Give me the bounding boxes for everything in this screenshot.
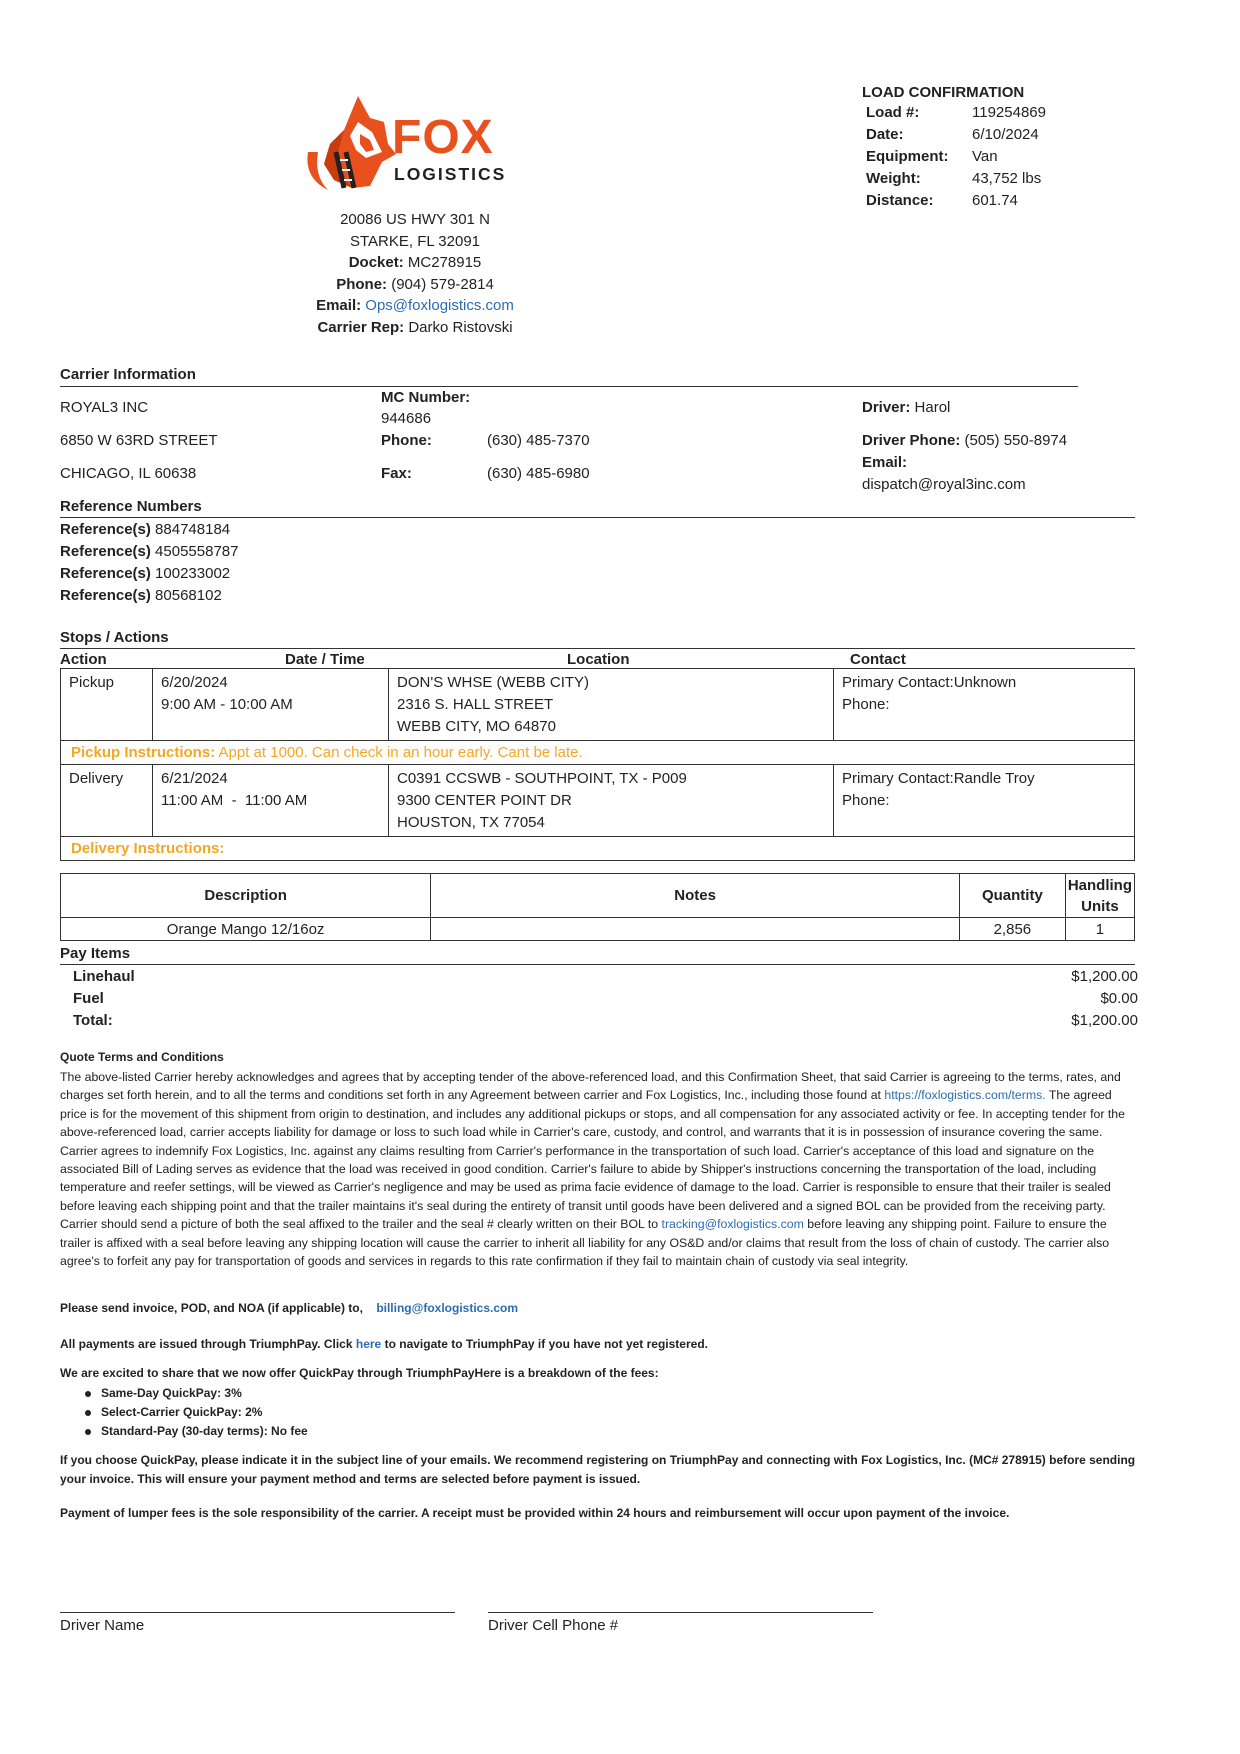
quickpay-bullet: Standard-Pay (30-day terms): No fee (85, 1422, 308, 1441)
stop-row-pickup (61, 669, 1135, 741)
stops-header-datetime: Date / Time (285, 651, 365, 668)
quickpay-note: If you choose QuickPay, please indicate it in the subject line of your emails. We recommend registering on TriumphPay and connecting with Fox Logistics, Inc. (MC# 278915) before sending your invoice. This will ensure your payment method and terms are selected before payment is issued. (60, 1453, 1136, 1486)
carrier-info-divider (60, 386, 1078, 387)
stop-datetime: 6/21/2024 11:00 AM - 11:00 AM (153, 765, 389, 837)
items-header-quantity: Quantity (959, 874, 1065, 918)
stops-table (60, 668, 1135, 861)
bullet-dot-icon (85, 1391, 91, 1397)
reference-numbers-title: Reference Numbers (60, 498, 202, 515)
item-description: Orange Mango 12/16oz (61, 918, 431, 941)
reference-item: Reference(s) 4505558787 (60, 543, 239, 560)
tracking-email-link[interactable]: tracking@foxlogistics.com (661, 1217, 804, 1232)
load-confirmation-title: LOAD CONFIRMATION (862, 84, 1025, 101)
reference-item: Reference(s) 80568102 (60, 587, 222, 604)
stop-action: Pickup (61, 669, 153, 741)
company-address-block (250, 209, 580, 338)
pay-items-divider (60, 964, 1135, 965)
item-handling-units: 1 (1065, 918, 1134, 941)
pay-item-label: Linehaul (73, 968, 135, 985)
pay-items-title: Pay Items (60, 945, 131, 962)
carrier-fax-label: Fax: (381, 465, 412, 482)
lumper-note: Payment of lumper fees is the sole responsibility of the carrier. A receipt must be provided within 24 hours and reimbursement will occur upon payment of the invoice. (60, 1506, 1010, 1520)
company-address-line2: STARKE, FL 32091 (349, 232, 481, 250)
terms-link[interactable]: https://foxlogistics.com/terms. (884, 1088, 1046, 1103)
load-date-row: Date: 6/10/2024 (866, 126, 1039, 143)
pay-item-amount: $0.00 (1100, 990, 1138, 1007)
pay-total-amount: $1,200.00 (1071, 1012, 1138, 1029)
driver-phone: Driver Phone: (505) 550-8974 (862, 432, 1068, 449)
stops-header-action: Action (60, 651, 107, 668)
items-table (60, 873, 1135, 941)
driver-name-label: Driver Name (60, 1617, 145, 1634)
carrier-phone-label: Phone: (381, 432, 432, 449)
stop-datetime: 6/20/2024 9:00 AM - 10:00 AM (153, 669, 389, 741)
company-email: Email: Ops@foxlogistics.com (316, 297, 514, 314)
carrier-email-value: dispatch@royal3inc.com (862, 476, 1026, 493)
company-address-line1: 20086 US HWY 301 N (340, 211, 490, 228)
stop-action: Delivery (61, 765, 153, 837)
invoice-instruction: Please send invoice, POD, and NOA (if applicable) to, billing@foxlogistics.com (60, 1301, 519, 1315)
load-weight-row: Weight: 43,752 lbs (866, 170, 1042, 187)
stops-title: Stops / Actions (60, 629, 169, 646)
carrier-rep: Carrier Rep: Darko Ristovski (317, 318, 513, 336)
stops-header-contact: Contact (850, 651, 906, 668)
driver-phone-line[interactable] (488, 1612, 873, 1613)
bullet-dot-icon (85, 1429, 91, 1435)
stop-instructions-delivery: Delivery Instructions: (61, 837, 1135, 861)
company-phone: Phone: (904) 579-2814 (336, 275, 494, 293)
company-email-link[interactable]: Ops@foxlogistics.com (365, 297, 514, 314)
stop-row-delivery (61, 765, 1135, 837)
company-docket: Docket: MC278915 (348, 254, 482, 271)
carrier-phone-value: (630) 485-7370 (487, 432, 590, 449)
terms-body: The above-listed Carrier hereby acknowledges and agrees that by accepting tender of the above-referenced load, and this Confirmation Sheet, that said Carrier is agreeing to the terms, rates, and charges set forth herein, and to all the terms and conditions set forth in any Agreement between carrier and Fox Logistics, Inc., including those found at https://foxlogistics.com/terms. The agreed price is for the movement of this shipment from origin to destination, and includes any additional pickups or stops, and all compensation for any associated activity or fee. In accepting tender for the above-referenced load, carrier accepts liability for damage or loss to such load while in Carrier's care, custody, and control, and warrants that it is in possession of insurance covering the same. Carrier agrees to indemnify Fox Logistics, Inc. against any claims resulting from Carrier's performance in the transportation of such load. Carrier's acceptance of this load and signature on the associated Bill of Lading serves as evidence that the load was received in good condition. Carrier's failure to abide by Shipper's instructions concerning the transportation of the load, including temperature and reefer settings, will be viewed as Carrier's negligence and may be used as prima facie evidence of damage to the load. Carrier is responsible to ensure that their trailer is sealed before leaving each shipping point and that the trailer maintains it's seal during the entirety of transit until goods have been delivered and a signed BOL can be provided from the receiving party. Carrier should send a picture of both the seal affixed to the trailer and the seal # clearly written on their BOL to tracking@foxlogistics.com before leaving any shipping point. Failure to ensure the trailer is affixed with a seal before leaving any shipping location will cause the carrier to inherit all liability for any OS&D and/or claims that result from the loss of chain of custody. The carrier also agree's to forfeit any pay for transportation of goods and services in regards to this rate confirmation if they fail to maintain chain of custody via seal integrity. (60, 1070, 1125, 1269)
stop-contact: Primary Contact:Randle Troy Phone: (834, 765, 1135, 837)
company-logo (300, 92, 515, 192)
stop-location: DON'S WHSE (WEBB CITY) 2316 S. HALL STREET WEBB CITY, MO 64870 (389, 669, 834, 741)
load-distance-row: Distance: 601.74 (866, 192, 1018, 209)
driver-name: Driver: Harol (862, 399, 951, 416)
carrier-info-title: Carrier Information (60, 366, 196, 383)
carrier-email-label: Email: (862, 454, 908, 471)
bullet-dot-icon (85, 1410, 91, 1416)
stop-instructions-pickup: Pickup Instructions: Appt at 1000. Can check in an hour early. Cant be late. (61, 741, 1135, 765)
mc-number-value: 944686 (381, 410, 432, 427)
item-quantity: 2,856 (959, 918, 1065, 941)
reference-item: Reference(s) 884748184 (60, 521, 231, 538)
driver-phone-label: Driver Cell Phone # (488, 1617, 619, 1634)
load-equipment-row: Equipment: Van (866, 148, 998, 165)
driver-name-line[interactable] (60, 1612, 455, 1613)
stop-location: C0391 CCSWB - SOUTHPOINT, TX - P009 9300 CENTER POINT DR HOUSTON, TX 77054 (389, 765, 834, 837)
items-header-row (61, 874, 1135, 918)
reference-item: Reference(s) 100233002 (60, 565, 231, 582)
stops-divider (60, 648, 1135, 649)
reference-divider (60, 517, 1135, 518)
load-number-row: Load #: 119254869 (866, 104, 1046, 121)
triumphpay-here-link[interactable]: here (355, 1337, 382, 1351)
carrier-name: ROYAL3 INC (60, 399, 149, 416)
mc-number-label: MC Number: (381, 389, 471, 406)
quickpay-bullet: Same-Day QuickPay: 3% (85, 1384, 242, 1403)
carrier-city: CHICAGO, IL 60638 (60, 465, 197, 482)
logo-wordmark: FOX (392, 111, 494, 164)
billing-email-link[interactable]: billing@foxlogistics.com (376, 1301, 519, 1315)
pay-total-label: Total: (73, 1012, 113, 1029)
quickpay-intro: We are excited to share that we now offer QuickPay through TriumphPayHere is a breakdown of the fees: (60, 1366, 659, 1380)
pay-item-amount: $1,200.00 (1071, 968, 1138, 985)
carrier-street: 6850 W 63RD STREET (60, 432, 218, 449)
item-row (61, 918, 1135, 941)
items-header-notes: Notes (431, 874, 960, 918)
stops-header-location: Location (567, 651, 630, 668)
pay-item-label: Fuel (73, 990, 104, 1007)
items-header-handling: Handling Units (1065, 874, 1134, 918)
terms-title: Quote Terms and Conditions (60, 1050, 224, 1064)
quickpay-bullet: Select-Carrier QuickPay: 2% (85, 1403, 262, 1422)
item-notes (431, 918, 960, 941)
triumphpay-note: All payments are issued through TriumphPay. Click here to navigate to TriumphPay if you have not yet registered. (60, 1337, 708, 1351)
logo-subtitle: LOGISTICS (394, 164, 507, 184)
stop-contact: Primary Contact:Unknown Phone: (834, 669, 1135, 741)
items-header-description: Description (61, 874, 431, 918)
carrier-fax-value: (630) 485-6980 (487, 465, 590, 482)
